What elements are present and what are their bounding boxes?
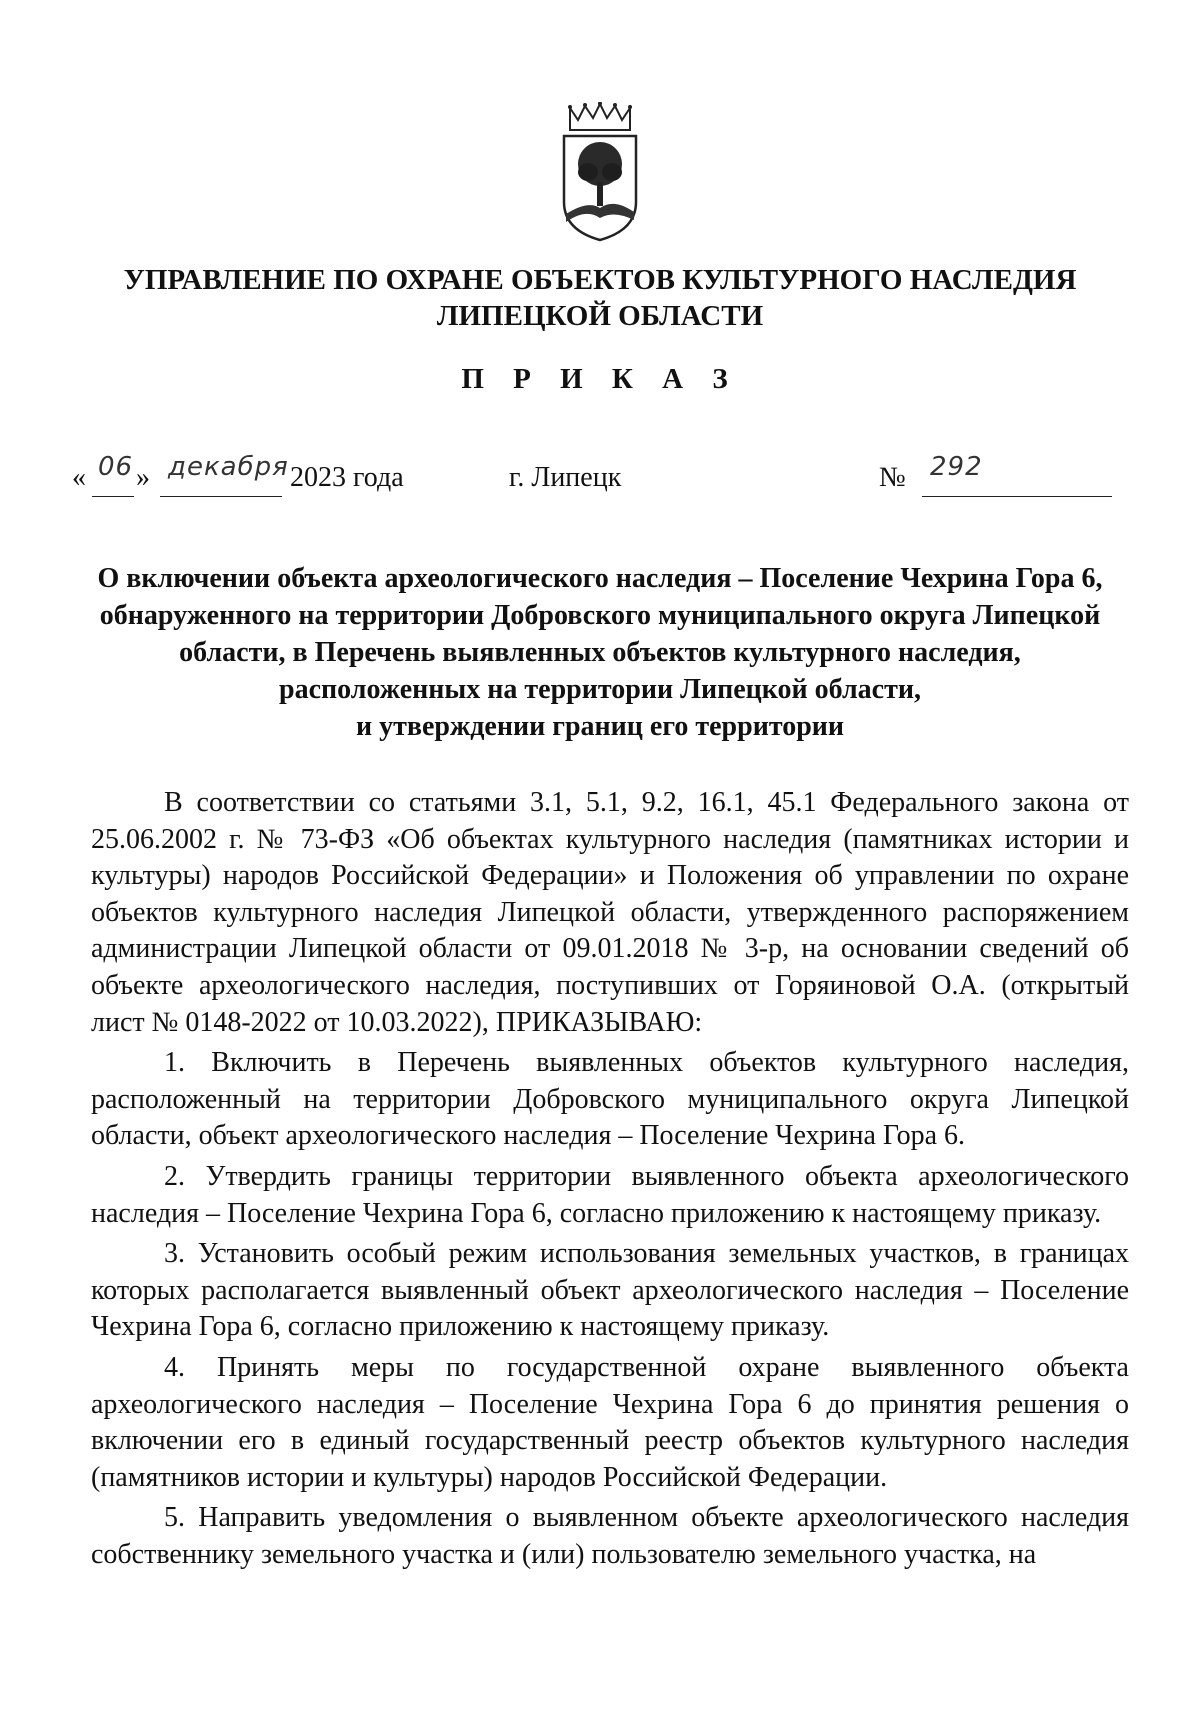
handwritten-day: 06 [98,452,134,482]
subject-line: расположенных на территории Липецкой области, [279,674,921,705]
order-item-3: 3. Установить особый режим использования земельных участков, в границах которых располагается выявленный объект археологического наследия – Поселение Чехрина Гора 6, согласно приложению к настоящему приказу. [91,1238,1129,1343]
year-text: 2023 года [290,462,404,493]
date-line [0,452,1200,508]
order-subject [80,560,1120,745]
handwritten-month: декабря [168,452,289,482]
subject-line: обнаруженного на территории Добровского муниципального округа Липецкой [99,600,1101,631]
order-item-4: 4. Принять меры по государственной охране выявленного объекта археологического наследия – Поселение Чехрина Гора 6 до принятия решения о включении его в единый государственный реестр объектов культурного наследия (памятников истории и культуры) народов Российской Федерации. [91,1351,1129,1493]
order-item-5: 5. Направить уведомления о выявленном объекте археологического наследия собственнику земельного участка и (или) пользователю земельного участка, на [91,1502,1129,1570]
document-type-title: П Р И К А З [461,363,739,395]
order-body [91,785,1129,1573]
organization-name-line2: ЛИПЕЦКОЙ ОБЛАСТИ [436,300,764,332]
subject-line: и утверждении границ его территории [355,711,845,742]
subject-line: области, в Перечень выявленных объектов культурного наследия, [179,637,1021,668]
handwritten-number: 292 [930,452,983,482]
order-item-1: 1. Включить в Перечень выявленных объектов культурного наследия, расположенный на территории Добровского муниципального округа Липецкой области, объект археологического наследия – Поселение Чехрина Гора 6. [91,1047,1129,1152]
number-underline [922,496,1112,497]
coat-of-arms-emblem [558,102,642,242]
open-quote: « [72,462,86,493]
day-underline [92,496,134,497]
number-label: № [879,462,906,493]
subject-line: О включении объекта археологического наследия – Поселение Чехрина Гора 6, [97,563,1103,594]
order-item-2: 2. Утвердить границы территории выявленного объекта археологического наследия – Поселение Чехрина Гора 6, согласно приложению к настоящему приказу. [91,1160,1129,1229]
organization-name-line1: УПРАВЛЕНИЕ ПО ОХРАНЕ ОБЪЕКТОВ КУЛЬТУРНОГО НАСЛЕДИЯ [123,264,1077,296]
month-underline [160,496,282,497]
city-text: г. Липецк [509,462,622,493]
preamble-paragraph: В соответствии со статьями 3.1, 5.1, 9.2, 16.1, 45.1 Федерального закона от 25.06.2002 г. № 73-ФЗ «Об объектах культурного наследия (памятниках истории и культуры) народов Российской Федерации» и Положения об управлении по охране объектов культурного наследия Липецкой области, утвержденного распоряжением администрации Липецкой области от 09.01.2018 № 3-р, на основании сведений об объекте археологического наследия, поступивших от Горяиновой О.А. (открытый лист № 0148-2022 от 10.03.2022), ПРИКАЗЫВАЮ: [91,787,1129,1038]
close-quote: » [136,462,150,493]
